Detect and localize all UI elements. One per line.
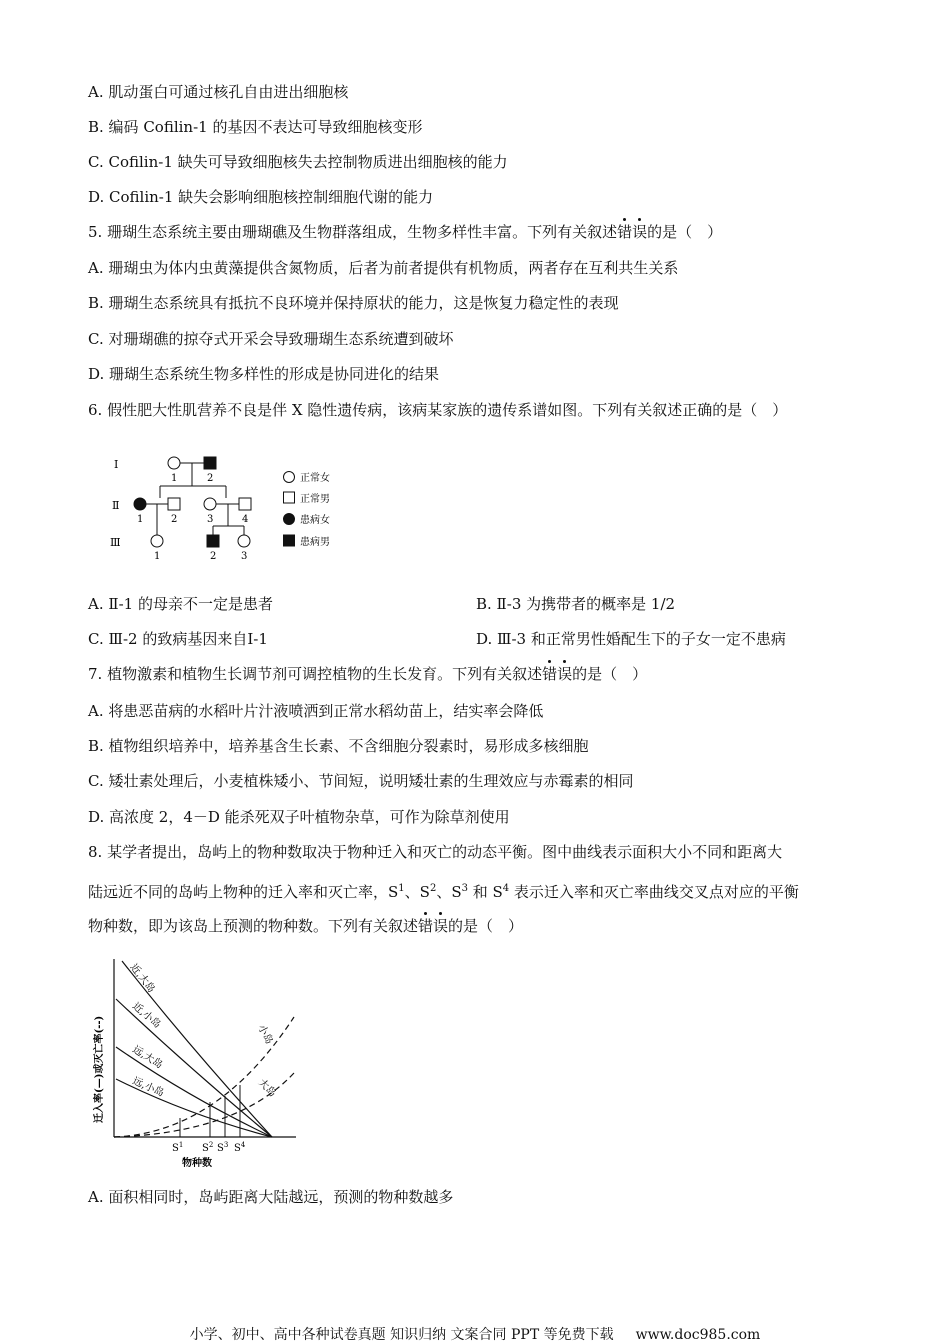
label-near-large: 近,大岛	[127, 962, 157, 995]
pedigree-iii2-number: 2	[210, 551, 217, 560]
page-footer	[0, 1324, 950, 1344]
q8-option-a: A. 面积相同时，岛屿距离大陆越远，预测的物种数越多	[88, 1188, 454, 1206]
q8-s3-sup: 3	[461, 883, 468, 894]
q8-emphasis-char-2: 误	[433, 917, 449, 935]
pedigree-figure	[108, 452, 348, 560]
legend-affected-male-label: 患病男	[300, 537, 330, 548]
q8-s1-sup: 1	[398, 883, 405, 894]
legend-normal-female-label: 正常女	[300, 473, 330, 484]
q5-option-b: B. 珊瑚生态系统具有抵抗不良环境并保持原状的能力，这是恢复力稳定性的表现	[88, 294, 619, 312]
q8-line2-part-e: 表示迁入率和灭亡率曲线交叉点对应的平衡	[509, 883, 799, 901]
label-large-island: 大岛	[255, 1077, 278, 1100]
q6-option-b: B. Ⅱ-3 为携带者的概率是 1/2	[476, 595, 676, 613]
q4-option-c: C. Cofilin-1 缺失可导致细胞核失去控制物质进出细胞核的能力	[88, 153, 508, 171]
q8-line2-part-a: 陆远近不同的岛屿上物种的迁入率和灭亡率，S	[88, 883, 399, 901]
label-far-large: 远,大岛	[130, 1044, 165, 1072]
q8-line2-part-d: 和 S	[467, 883, 503, 901]
pedigree-ii4-normal-male	[239, 498, 251, 510]
legend-affected-male-symbol	[284, 535, 295, 546]
footer-text: 小学、初中、高中各种试卷真题 知识归纳 文案合同 PPT 等免费下载	[189, 1327, 614, 1343]
legend-normal-male-symbol	[284, 492, 295, 503]
q5-option-a: A. 珊瑚虫为体内虫黄藻提供含氮物质，后者为前者提供有机物质，两者存在互利共生关系	[88, 259, 679, 277]
q5-stem	[88, 222, 722, 242]
q7-option-a: A. 将患恶苗病的水稻叶片汁液喷洒到正常水稻幼苗上，结实率会降低	[88, 702, 544, 720]
pedigree-iii3-normal-female	[238, 535, 250, 547]
graph-xlabel: 物种数	[182, 1158, 212, 1169]
q8-s4-sup: 4	[502, 883, 510, 894]
label-near-small: 近,小岛	[130, 1000, 163, 1031]
q7-emphasis-char-1: 错	[542, 665, 558, 683]
pedigree-ii4-number: 4	[242, 514, 249, 525]
q5-emphasis-char-2: 误	[632, 223, 648, 241]
pedigree-i2-affected-male	[204, 457, 216, 469]
s4-label: $S^4$	[234, 1141, 246, 1154]
q5-option-c: C. 对珊瑚礁的掠夺式开采会导致珊瑚生态系统遭到破坏	[88, 330, 454, 348]
pedigree-ii1-affected-female	[134, 498, 146, 510]
legend-normal-male-label: 正常男	[300, 494, 330, 505]
legend-affected-female-label: 患病女	[300, 515, 330, 526]
s1-label: $S^1$	[172, 1141, 184, 1154]
pedigree-iii2-affected-male	[207, 535, 219, 547]
graph-ylabel: 迁入率(—)或灭亡率(--)	[94, 1015, 105, 1123]
pedigree-iii1-number: 1	[154, 551, 161, 560]
s3-label: $S^3$	[217, 1141, 229, 1154]
q4-option-a: A. 肌动蛋白可通过核孔自由进出细胞核	[88, 83, 349, 101]
legend-normal-female-symbol	[284, 472, 295, 483]
q6-option-a: A. Ⅱ-1 的母亲不一定是患者	[88, 595, 273, 613]
island-graph-figure	[88, 955, 308, 1170]
pedigree-ii2-number: 2	[171, 514, 178, 525]
q5-stem-end: 的是（ ）	[647, 223, 723, 241]
q7-stem-end: 的是（ ）	[572, 665, 648, 683]
pedigree-iii1-normal-female	[151, 535, 163, 547]
pedigree-gen-iii-label: Ⅲ	[110, 536, 121, 549]
pedigree-ii1-number: 1	[137, 514, 144, 525]
q4-option-b: B. 编码 Cofilin-1 的基因不表达可导致细胞核变形	[88, 118, 423, 136]
q7-option-c: C. 矮壮素处理后，小麦植株矮小、节间短，说明矮壮素的生理效应与赤霉素的相同	[88, 772, 634, 790]
pedigree-ii2-normal-male	[168, 498, 180, 510]
pedigree-iii3-number: 3	[241, 551, 248, 560]
curve-near-small-island	[116, 999, 272, 1137]
footer-url[interactable]: www.doc985.com	[635, 1327, 761, 1343]
q7-option-d: D. 高浓度 2，4－D 能杀死双子叶植物杂草，可作为除草剂使用	[88, 808, 510, 826]
q8-stem-line-2	[88, 879, 799, 902]
q8-line3-text: 物种数，即为该岛上预测的物种数。下列有关叙述	[88, 917, 419, 935]
q6-stem: 6. 假性肥大性肌营养不良是伴 X 隐性遗传病，该病某家族的遗传系谱如图。下列有关叙述正确的是（ ）	[88, 401, 788, 419]
s2-label: $S^2$	[202, 1141, 214, 1154]
curve-far-large-island	[116, 1047, 272, 1137]
q5-option-d: D. 珊瑚生态系统生物多样性的形成是协同进化的结果	[88, 365, 440, 383]
pedigree-ii3-normal-female	[204, 498, 216, 510]
label-far-small: 远,小岛	[130, 1075, 166, 1100]
q5-emphasis-char-1: 错	[617, 223, 633, 241]
q4-option-d: D. Cofilin-1 缺失会影响细胞核控制细胞代谢的能力	[88, 188, 434, 206]
label-small-island: 小岛	[255, 1023, 275, 1047]
pedigree-ii3-number: 3	[207, 514, 214, 525]
q8-s2-sup: 2	[429, 883, 437, 894]
pedigree-gen-i-label: Ⅰ	[114, 458, 119, 471]
q7-emphasis-char-2: 误	[557, 665, 573, 683]
pedigree-i1-normal-female	[168, 457, 180, 469]
pedigree-i2-number: 2	[207, 473, 214, 484]
q6-option-d: D. Ⅲ-3 和正常男性婚配生下的子女一定不患病	[476, 630, 786, 648]
q8-line3-end: 的是（ ）	[448, 917, 524, 935]
q7-option-b: B. 植物组织培养中，培养基含生长素、不含细胞分裂素时，易形成多核细胞	[88, 737, 589, 755]
q7-stem-text: 7. 植物激素和植物生长调节剂可调控植物的生长发育。下列有关叙述	[88, 665, 543, 683]
q8-line2-part-c: 、S	[436, 883, 462, 901]
legend-affected-female-symbol	[284, 514, 295, 525]
pedigree-i1-number: 1	[171, 473, 178, 484]
q8-stem-line-1: 8. 某学者提出，岛屿上的物种数取决于物种迁入和灭亡的动态平衡。图中曲线表示面积大小不同和距离大	[88, 843, 783, 861]
q5-stem-text: 5. 珊瑚生态系统主要由珊瑚礁及生物群落组成，生物多样性丰富。下列有关叙述	[88, 223, 618, 241]
pedigree-gen-ii-label: Ⅱ	[112, 499, 120, 512]
q8-stem-line-3	[88, 916, 523, 936]
q8-line2-part-b: 、S	[404, 883, 430, 901]
q6-option-c: C. Ⅲ-2 的致病基因来自Ⅰ-1	[88, 630, 268, 648]
q8-emphasis-char-1: 错	[418, 917, 434, 935]
q7-stem	[88, 664, 647, 684]
